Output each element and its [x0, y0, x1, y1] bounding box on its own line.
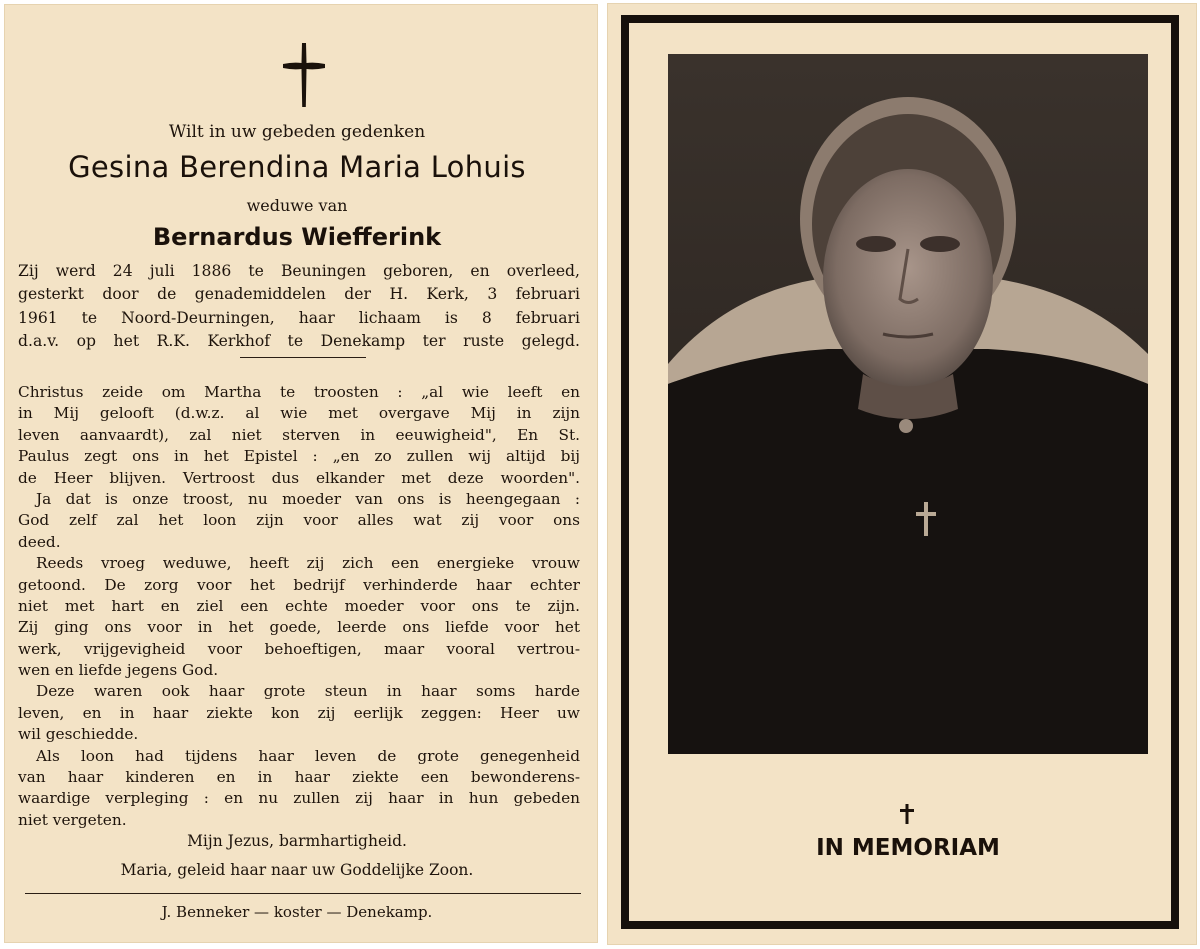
- biography-line: gesterkt door de genademiddelen der H. Kerk, 3 februari: [18, 285, 580, 304]
- portrait-illustration: [668, 54, 1148, 754]
- portrait-photo: [668, 54, 1148, 754]
- divider-short: [240, 357, 366, 358]
- text-line: niet met hart en ziel een echte moeder voor ons te zijn.: [18, 596, 580, 615]
- husband-name: Bernardus Wiefferink: [152, 223, 442, 251]
- intro-text: Wilt in uw gebeden gedenken: [168, 122, 426, 142]
- text-line: wen en liefde jegens God.: [18, 661, 219, 680]
- small-cross-icon: [899, 803, 915, 825]
- text-line: van haar kinderen en in haar ziekte een bewonderens-: [18, 768, 580, 787]
- biography-line: Zij werd 24 juli 1886 te Beuningen geboren, en overleed,: [18, 262, 580, 280]
- text-line: Christus zeide om Martha te troosten : „al wie leeft en: [18, 383, 580, 401]
- prayer-line: Maria, geleid haar naar uw Goddelijke Zoon.: [120, 861, 474, 879]
- text-line: God zelf zal het loon zijn voor alles wat zij voor ons: [18, 511, 580, 530]
- text-line: Reeds vroeg weduwe, heeft zij zich een energieke vrouw: [36, 554, 580, 573]
- cross-icon: [281, 41, 327, 109]
- relation-text: weduwe van: [246, 196, 348, 215]
- biography-line: 1961 te Noord-Deurningen, haar lichaam is 8 februari: [18, 308, 580, 327]
- in-memoriam-heading: IN MEMORIAM: [816, 835, 1000, 861]
- text-line: Paulus zegt ons in het Epistel : „en zo zullen wij altijd bij: [18, 447, 580, 466]
- text-line: werk, vrijgevigheid voor behoeftigen, maar vooral vertrou-: [18, 639, 580, 658]
- text-line: niet vergeten.: [18, 810, 127, 829]
- text-line: getoond. De zorg voor het bedrijf verhinderde haar echter: [18, 575, 580, 594]
- divider-bottom: [25, 893, 581, 894]
- text-line: de Heer blijven. Vertroost dus elkander met deze woorden".: [18, 468, 580, 487]
- deceased-name: Gesina Berendina Maria Lohuis: [68, 150, 526, 184]
- text-line: Deze waren ook haar grote steun in haar soms harde: [36, 682, 580, 701]
- text-line: deed.: [18, 532, 61, 551]
- printer-credit: J. Benneker — koster — Denekamp.: [161, 903, 433, 921]
- text-line: wil geschiedde.: [18, 725, 139, 744]
- prayer-line: Mijn Jezus, barmhartigheid.: [187, 832, 407, 850]
- text-line: in Mij gelooft (d.w.z. al wie met overgave Mij in zijn: [18, 404, 580, 423]
- text-line: Als loon had tijdens haar leven de grote genegenheid: [36, 746, 580, 765]
- consolation-text: [18, 382, 580, 831]
- biography-paragraph: [18, 260, 580, 353]
- biography-line: d.a.v. op het R.K. Kerkhof te Denekamp ter ruste gelegd.: [18, 331, 580, 350]
- text-line: leven, en in haar ziekte kon zij eerlijk zeggen: Heer uw: [18, 703, 580, 722]
- text-line: Ja dat is onze troost, nu moeder van ons is heengegaan :: [36, 489, 580, 508]
- text-line: Zij ging ons voor in het goede, leerde ons liefde voor het: [18, 618, 580, 637]
- text-line: leven aanvaardt), zal niet sterven in eeuwigheid", En St.: [18, 425, 580, 444]
- text-line: waardige verpleging : en nu zullen zij haar in hun gebeden: [18, 789, 580, 808]
